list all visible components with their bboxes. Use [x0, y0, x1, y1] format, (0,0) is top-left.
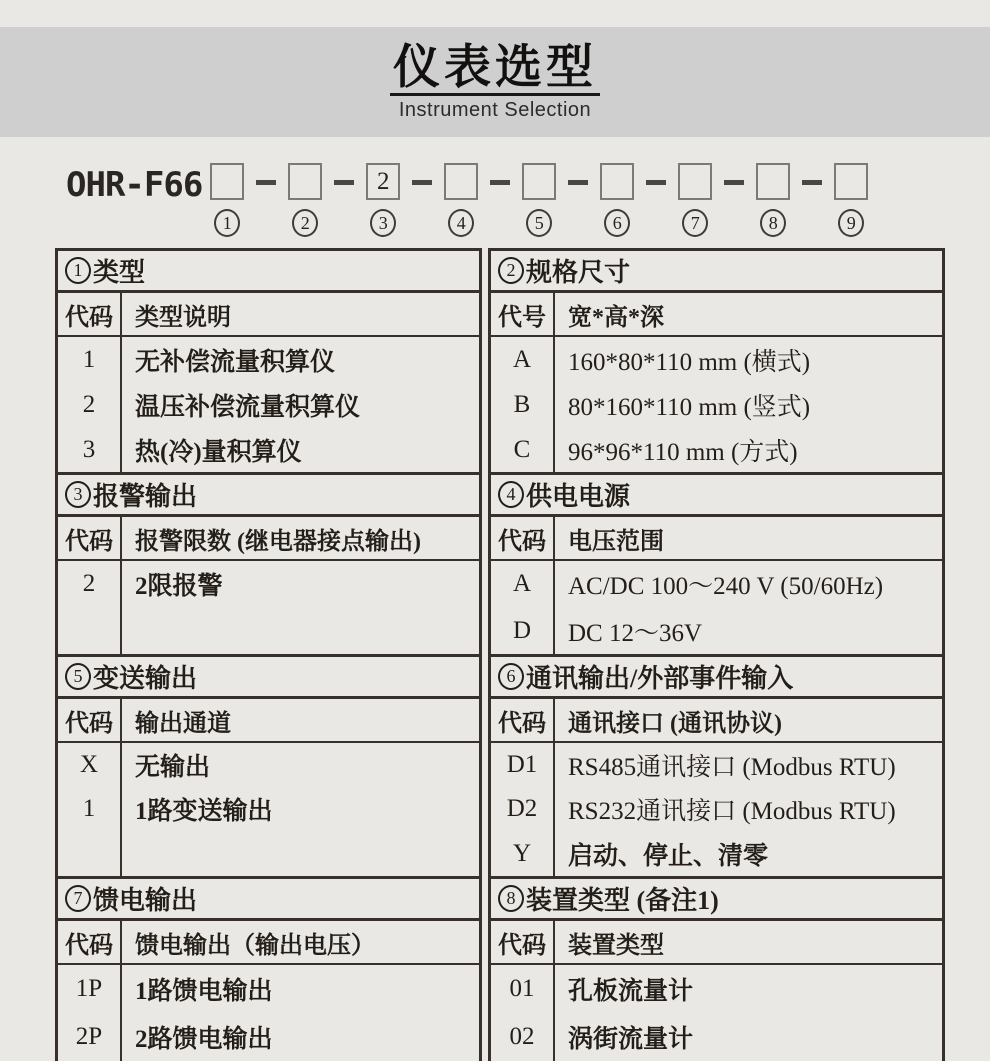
code-column-header: 代码 — [491, 517, 555, 559]
data-area — [58, 337, 479, 472]
block-communication — [491, 654, 942, 876]
desc-cell: RS485通讯接口 (Modbus RTU) — [568, 754, 896, 782]
dash-separator — [724, 180, 744, 185]
desc-cell: 热(冷)量积算仪 — [135, 438, 302, 466]
page-subtitle: Instrument Selection — [398, 98, 592, 121]
code-column-header: 代码 — [491, 921, 555, 963]
block-type — [58, 251, 479, 472]
desc-column-header: 类型说明 — [135, 304, 231, 331]
column-header-row — [491, 699, 942, 743]
table-row — [58, 427, 479, 472]
table-right-half — [488, 248, 945, 1061]
block-title: 类型 — [93, 258, 146, 287]
page-header-band — [0, 27, 990, 137]
table-row-empty — [58, 608, 479, 655]
code-cell: D — [491, 608, 555, 655]
desc-column-header: 装置类型 — [568, 932, 664, 959]
dash-separator — [412, 180, 432, 185]
block-size — [491, 251, 942, 472]
desc-column-header: 电压范围 — [568, 528, 664, 555]
block-title: 变送输出 — [93, 664, 198, 693]
model-box-8 — [756, 163, 790, 200]
block-feed-output — [58, 876, 479, 1061]
desc-cell: 2限报警 — [135, 573, 223, 601]
model-slot-8 — [756, 163, 790, 237]
desc-cell: 96*96*110 mm (方式) — [568, 438, 798, 466]
code-cell: B — [491, 382, 555, 427]
position-badge-5: 5 — [526, 209, 552, 237]
position-badge-4: 4 — [448, 209, 474, 237]
desc-cell — [122, 832, 479, 876]
block-title: 馈电输出 — [93, 886, 198, 915]
model-slot-6 — [600, 163, 634, 237]
block-title: 供电电源 — [526, 482, 631, 511]
code-cell: 2 — [58, 561, 122, 608]
block-header — [491, 475, 942, 517]
dash-separator — [646, 180, 666, 185]
desc-cell: 温压补偿流量积算仪 — [135, 393, 361, 421]
desc-column-header: 输出通道 — [135, 710, 231, 737]
desc-column-header: 宽*高*深 — [568, 304, 664, 331]
code-cell: D1 — [491, 743, 555, 787]
code-cell: C — [491, 427, 555, 472]
selection-table — [55, 248, 945, 1061]
code-cell: 3 — [58, 427, 122, 472]
desc-cell: 1路馈电输出 — [135, 978, 273, 1005]
table-row — [491, 337, 942, 382]
desc-cell: DC 12～36V — [568, 619, 703, 647]
dash-separator — [334, 180, 354, 185]
column-header-row — [58, 921, 479, 965]
model-box-4 — [444, 163, 478, 200]
desc-column-header: 馈电输出（输出电压） — [135, 932, 375, 959]
code-column-header: 代号 — [491, 293, 555, 335]
desc-cell: 无输出 — [135, 754, 211, 782]
block-header — [58, 879, 479, 921]
model-slot-2 — [288, 163, 322, 237]
code-column-header: 代码 — [58, 699, 122, 741]
desc-cell: 涡街流量计 — [568, 1026, 694, 1053]
block-title: 规格尺寸 — [526, 258, 631, 287]
desc-cell: 1路变送输出 — [135, 798, 273, 826]
data-area — [58, 965, 479, 1061]
desc-cell: 孔板流量计 — [568, 978, 694, 1005]
column-header-row — [58, 293, 479, 337]
table-row — [491, 965, 942, 1013]
code-cell: A — [491, 337, 555, 382]
model-box-1 — [210, 163, 244, 200]
data-area — [491, 337, 942, 472]
position-badge-2: 2 — [292, 209, 318, 237]
table-row — [491, 608, 942, 655]
block-header — [58, 475, 479, 517]
desc-column-header: 通讯接口 (通讯协议) — [568, 710, 782, 737]
code-cell — [58, 832, 122, 876]
code-cell: 02 — [491, 1013, 555, 1061]
desc-column-header: 报警限数 (继电器接点输出) — [135, 528, 421, 555]
code-cell: 1P — [58, 965, 122, 1013]
dash-separator — [256, 180, 276, 185]
block-header — [491, 879, 942, 921]
data-area — [58, 743, 479, 876]
code-column-header: 代码 — [58, 517, 122, 559]
desc-cell: 无补偿流量积算仪 — [135, 348, 336, 376]
desc-cell — [122, 608, 479, 655]
desc-cell: AC/DC 100～240 V (50/60Hz) — [568, 573, 884, 601]
model-slot-3 — [366, 163, 400, 237]
block-power-supply — [491, 472, 942, 654]
table-row — [491, 382, 942, 427]
column-header-row — [491, 517, 942, 561]
model-box-3: 2 — [366, 163, 400, 200]
column-header-row — [491, 293, 942, 337]
desc-cell: RS232通讯接口 (Modbus RTU) — [568, 798, 896, 826]
circled-number-icon: 3 — [65, 481, 91, 508]
table-row — [491, 832, 942, 876]
table-row — [58, 1013, 479, 1061]
column-header-row — [58, 517, 479, 561]
code-cell: X — [58, 743, 122, 787]
desc-cell: 80*160*110 mm (竖式) — [568, 393, 811, 421]
table-row — [491, 743, 942, 787]
code-column-header: 代码 — [58, 921, 122, 963]
column-header-row — [58, 699, 479, 743]
table-row — [58, 382, 479, 427]
dash-separator — [802, 180, 822, 185]
data-area — [491, 965, 942, 1061]
position-badge-3: 3 — [370, 209, 396, 237]
table-row — [58, 337, 479, 382]
code-cell: D2 — [491, 787, 555, 831]
code-cell — [58, 608, 122, 655]
code-column-header: 代码 — [491, 699, 555, 741]
code-column-header: 代码 — [58, 293, 122, 335]
table-row — [491, 1013, 942, 1061]
table-row-empty — [58, 832, 479, 876]
table-row — [58, 787, 479, 831]
dash-separator — [490, 180, 510, 185]
desc-cell: 160*80*110 mm (横式) — [568, 348, 811, 376]
table-row — [58, 965, 479, 1013]
model-slot-4 — [444, 163, 478, 237]
model-box-7 — [678, 163, 712, 200]
code-cell: A — [491, 561, 555, 608]
block-device-type — [491, 876, 942, 1061]
model-slot-9 — [834, 163, 868, 237]
model-slot-5 — [522, 163, 556, 237]
code-cell: 01 — [491, 965, 555, 1013]
table-row — [491, 427, 942, 472]
table-row — [58, 743, 479, 787]
dash-separator — [568, 180, 588, 185]
block-header — [491, 251, 942, 293]
model-slot-7 — [678, 163, 712, 237]
model-code-line — [66, 163, 868, 237]
model-slot-1 — [210, 163, 244, 237]
block-header — [491, 657, 942, 699]
position-badge-1: 1 — [214, 209, 240, 237]
table-row — [58, 561, 479, 608]
code-cell: 1 — [58, 337, 122, 382]
code-cell: Y — [491, 832, 555, 876]
data-area — [491, 743, 942, 876]
model-slots — [210, 163, 868, 237]
block-title: 装置类型 (备注1) — [526, 886, 719, 915]
circled-number-icon: 7 — [65, 885, 91, 912]
position-badge-8: 8 — [760, 209, 786, 237]
circled-number-icon: 6 — [498, 663, 524, 690]
circled-number-icon: 4 — [498, 481, 524, 508]
model-box-2 — [288, 163, 322, 200]
circled-number-icon: 2 — [498, 257, 524, 284]
position-badge-7: 7 — [682, 209, 708, 237]
table-row — [491, 561, 942, 608]
model-box-9 — [834, 163, 868, 200]
code-cell: 1 — [58, 787, 122, 831]
data-area — [58, 561, 479, 654]
block-title: 通讯输出/外部事件输入 — [526, 664, 794, 693]
column-header-row — [491, 921, 942, 965]
table-row — [491, 787, 942, 831]
desc-cell: 2路馈电输出 — [135, 1026, 273, 1053]
circled-number-icon: 5 — [65, 663, 91, 690]
circled-number-icon: 1 — [65, 257, 91, 284]
table-left-half — [55, 248, 482, 1061]
position-badge-9: 9 — [838, 209, 864, 237]
position-badge-6: 6 — [604, 209, 630, 237]
code-cell: 2P — [58, 1013, 122, 1061]
block-transmit-output — [58, 654, 479, 876]
block-header — [58, 657, 479, 699]
page-title: 仪表选型 — [390, 42, 600, 95]
desc-cell: 启动、停止、清零 — [568, 842, 769, 870]
circled-number-icon: 8 — [498, 885, 524, 912]
block-header — [58, 251, 479, 293]
block-alarm-output — [58, 472, 479, 654]
block-title: 报警输出 — [93, 482, 198, 511]
model-prefix: OHR-F66 — [66, 165, 203, 205]
data-area — [491, 561, 942, 654]
model-box-6 — [600, 163, 634, 200]
code-cell: 2 — [58, 382, 122, 427]
model-box-5 — [522, 163, 556, 200]
